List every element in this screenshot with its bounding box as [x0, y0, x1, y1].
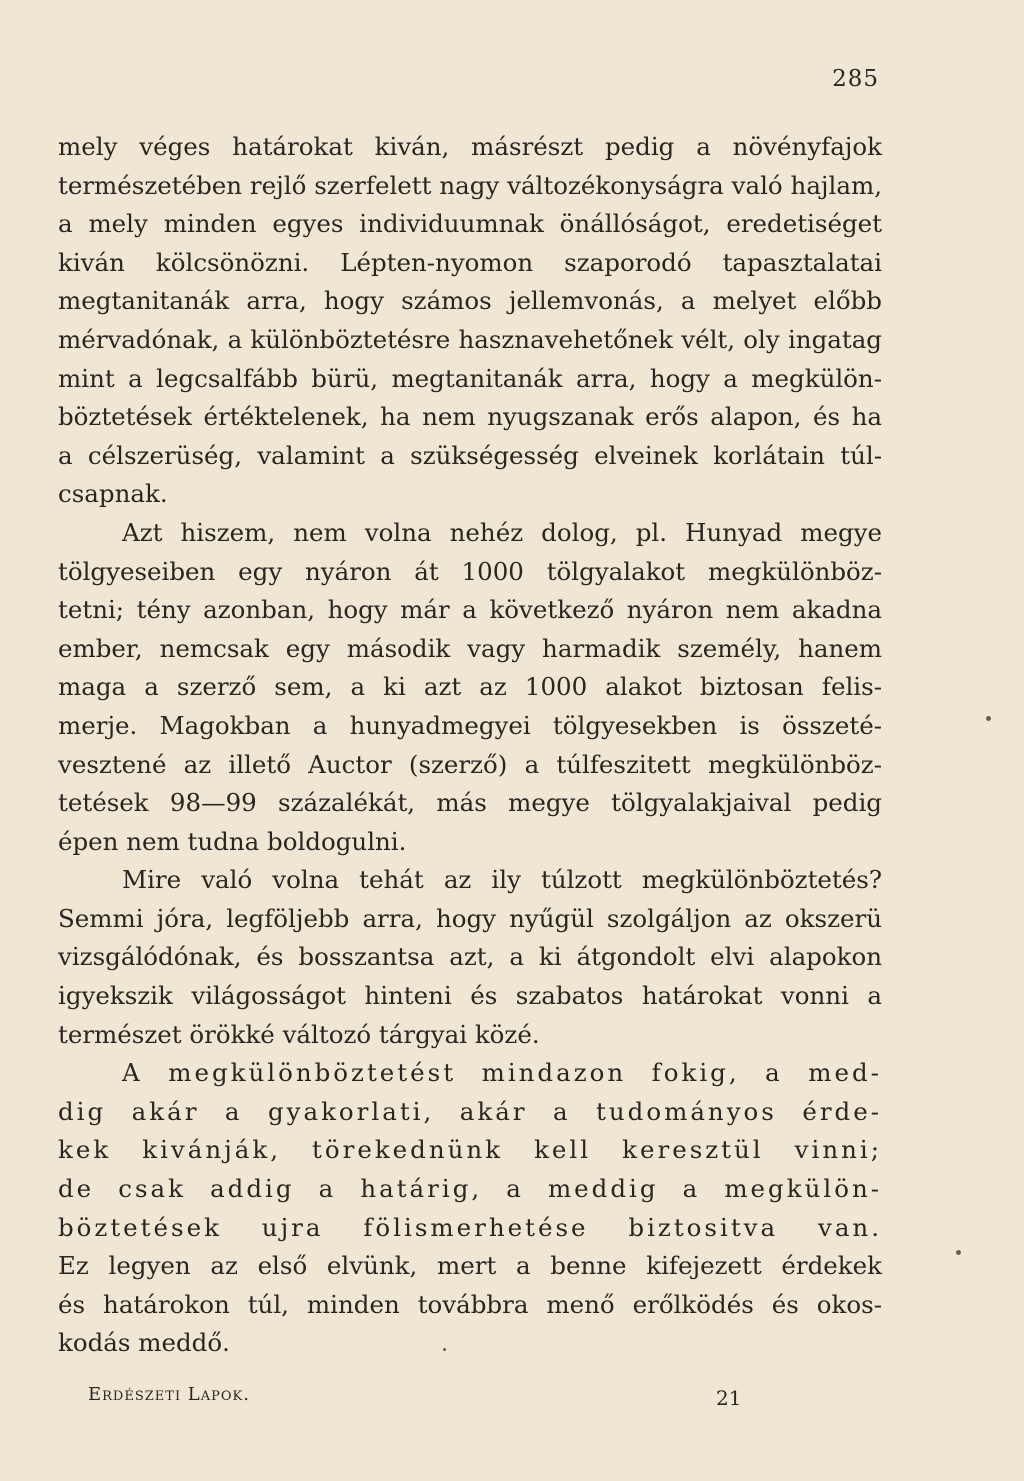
text-line: tölgyeseiben egy nyáron át 1000 tölgyalakot megkülönböz-: [58, 556, 882, 586]
text-line: a mely minden egyes individuumnak önállóságot, eredetiséget: [58, 209, 882, 239]
text-line: kiván kölcsönözni. Lépten-nyomon szaporodó tapasztalatai: [58, 247, 882, 277]
text-line: tetések 98—99 százalékát, más megye tölgyalakjaival pedig: [58, 788, 882, 818]
text-line-emphasis: dig akár a gyakorlati, akár a tudományos érde-: [58, 1096, 882, 1126]
text-line-emphasis: böztetések ujra fölismerhetése biztositva van.: [58, 1212, 882, 1242]
text-line: vizsgálódónak, és bosszantsa azt, a ki átgondolt elvi alapokon: [58, 942, 882, 972]
text-line: mint a legcsalfább bürü, megtanitanák arra, hogy a megkülön-: [58, 363, 882, 393]
text-line: vesztené az illető Auctor (szerző) a túlfeszitett megkülönböz-: [58, 749, 882, 779]
text-line: ember, nemcsak egy második vagy harmadik személy, hanem: [58, 633, 882, 663]
body-text: [58, 128, 882, 1363]
text-line: Mire való volna tehát az ily túlzott megkülönböztetés?: [122, 865, 882, 895]
text-line: maga a szerző sem, a ki azt az 1000 alakot biztosan felis-: [58, 672, 882, 702]
text-line: természetében rejlő szerfelett nagy változékonyságra való hajlam,: [58, 170, 882, 200]
text-line: igyekszik világosságot hinteni és szabatos határokat vonni a: [58, 981, 882, 1011]
signature-mark: 21: [716, 1386, 742, 1410]
text-line: mérvadónak, a különböztetésre hasznavehetőnek vélt, oly ingatag: [58, 324, 882, 354]
text-line: mely véges határokat kiván, másrészt pedig a növényfajok: [58, 132, 882, 161]
text-line: Ez legyen az első elvünk, mert a benne kifejezett érdekek: [58, 1251, 882, 1281]
text-line: merje. Magokban a hunyadmegyei tölgyesekben is összeté-: [58, 710, 882, 740]
text-line: és határokon túl, minden továbbra menő erőlködés és okos-: [58, 1289, 882, 1319]
text-line-emphasis: kek kivánják, törekednünk kell keresztül vinni;: [58, 1135, 882, 1165]
text-line: tetni; tény azonban, hogy már a következő nyáron nem akadna: [58, 595, 882, 625]
print-speck: [956, 1250, 961, 1255]
text-line: böztetések értéktelenek, ha nem nyugszanak erős alapon, és ha: [58, 402, 882, 432]
text-line: megtanitanák arra, hogy számos jellemvonás, a melyet előbb: [58, 286, 882, 316]
text-line: Semmi jóra, legföljebb arra, hogy nyűgül szolgáljon az okszerü: [58, 903, 882, 933]
text-line: csapnak.: [58, 479, 168, 509]
print-speck: [986, 716, 991, 721]
page-number: 285: [832, 66, 879, 92]
text-line: Azt hiszem, nem volna nehéz dolog, pl. Hunyad megye: [122, 517, 882, 547]
text-line: természet örökké változó tárgyai közé.: [58, 1019, 540, 1049]
text-line-emphasis: A megkülönböztetést mindazon fokig, a med-: [122, 1058, 882, 1088]
text-line: épen nem tudna boldogulni.: [58, 826, 407, 856]
text-line: kodás meddő.: [58, 1328, 230, 1358]
text-line-emphasis: de csak addig a határig, a meddig a megkülön-: [58, 1174, 882, 1204]
journal-name: Erdészeti Lapok.: [88, 1384, 250, 1405]
text-line: a célszerüség, valamint a szükségesség elveinek korlátain túl-: [58, 440, 882, 470]
print-speck: [443, 1348, 446, 1351]
